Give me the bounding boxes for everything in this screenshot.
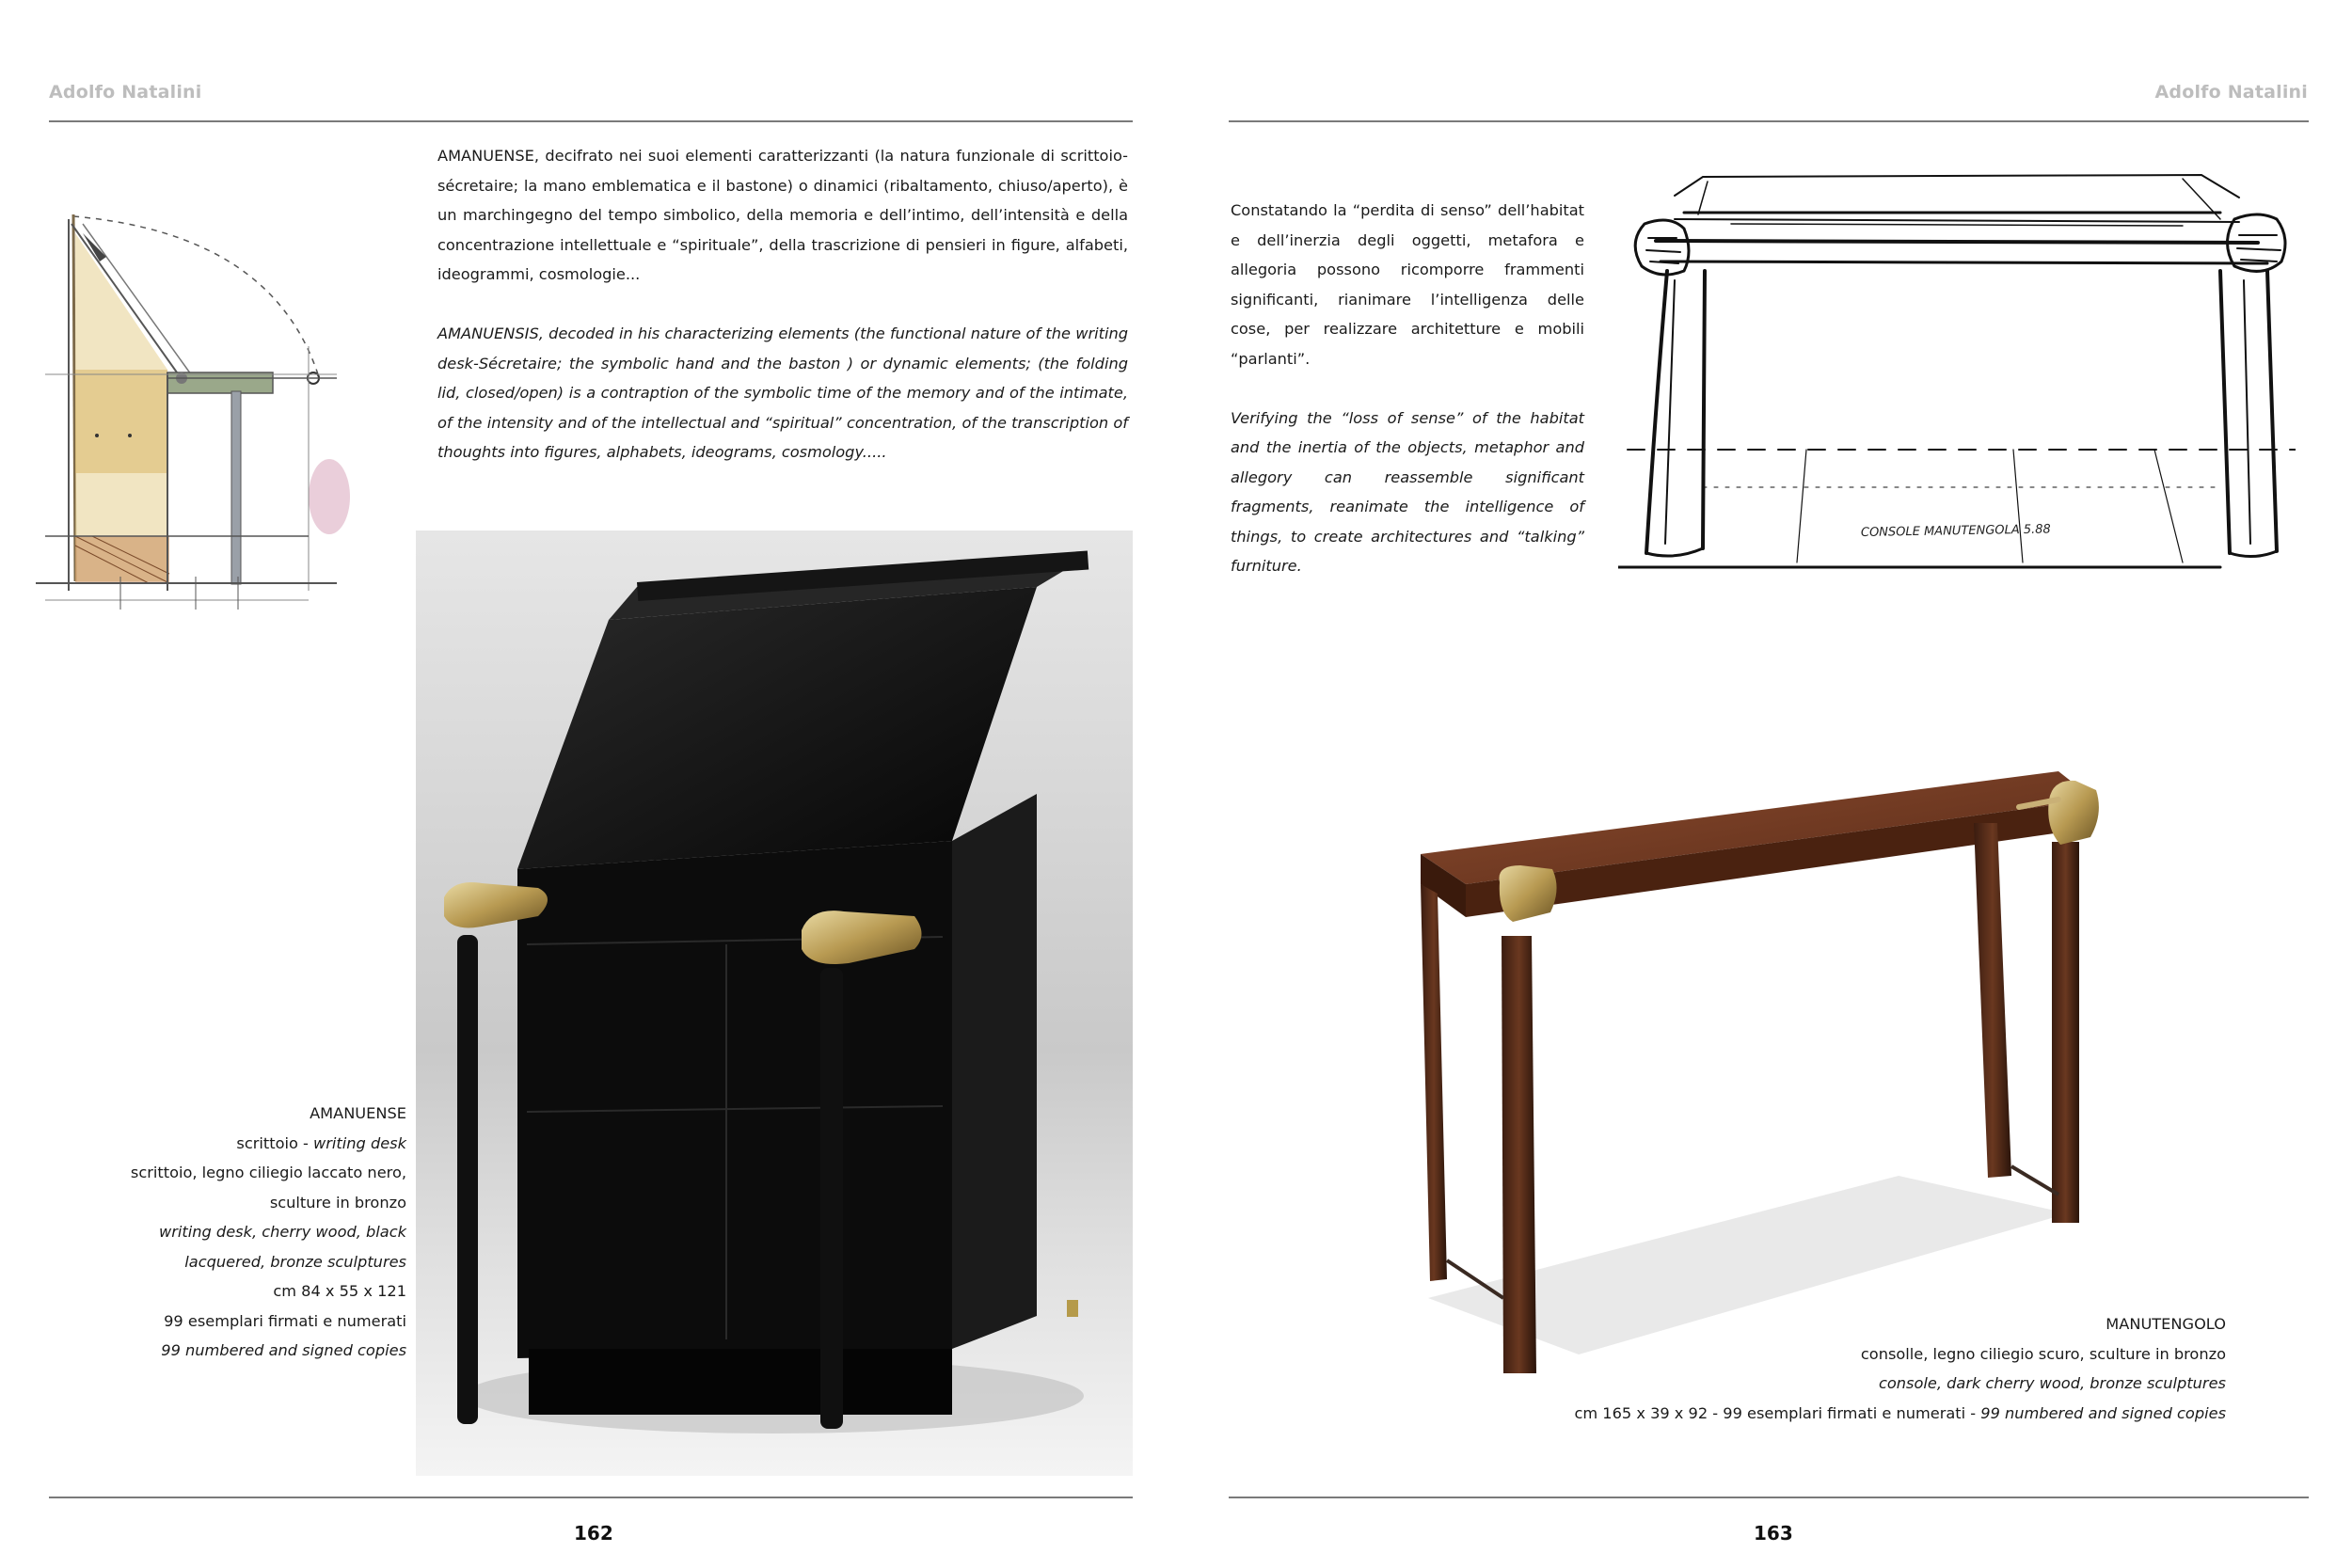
amanuense-intro-italian: AMANUENSE, decifrato nei suoi elementi caratterizzanti (la natura funzionale di scrittoio-sécretaire; la mano emblematica e il bastone) o dinamici (ribaltamento, chiuso/aperto), è un marchingegno del tempo simbolico, della memoria e dell’intimo, dell’intensità e della concentrazione intellettuale e “spirituale”, della trascrizione di pensieri in figure, alfabeti, ideogrammi, cosmologie... [437,147,1128,283]
caption-details-italian: cm 165 x 39 x 92 - 99 esemplari firmati e numerati - [1574,1403,1981,1422]
amanuense-intro-english: AMANUENSIS, decoded in his characterizing elements (the functional nature of the writing desk-Sécretaire; the symbolic hand and the baston ) or dynamic elements; (the folding lid, closed/open) is a contraption of the symbolic time of the memory and of the intimate, of the intensity and of the intellectual and “spiritual” concentration, of the transcription of thoughts into figures, alphabets, ideograms, cosmology..... [437,325,1128,461]
manutengolo-photo [1409,771,2106,1373]
caption-edition-english: 99 numbered and signed copies [161,1341,406,1359]
left-top-rule [49,120,1133,122]
caption-type-italian: scrittoio - [236,1133,314,1152]
right-page-number: 163 [1754,1522,1793,1544]
caption-material-italian: consolle, legno ciliegio scuro, sculture in bronzo [1860,1344,2226,1363]
amanuense-sketch [26,205,358,628]
amanuense-photo [416,531,1133,1476]
amanuense-intro [437,141,1128,467]
manutengolo-intro [1231,196,1584,581]
left-page-number: 162 [574,1522,613,1544]
caption-dimensions: cm 84 x 55 x 121 [273,1282,406,1300]
right-running-header: Adolfo Natalini [2154,82,2308,103]
manutengolo-intro-italian: Constatando la “perdita di senso” dell’habitat e dell’inerzia degli oggetti, metafora e allegoria possono ricomporre frammenti significanti, rianimare l’intelligenza delle cose, per realizzare architetture e mobili “parlanti”. [1231,201,1584,368]
caption-title: AMANUENSE [310,1104,406,1122]
manutengolo-sketch [1618,167,2296,574]
caption-material-english: console, dark cherry wood, bronze sculptures [1878,1374,2226,1392]
sketch-label: CONSOLE MANUTENGOLA 5.88 [1860,522,2051,540]
caption-edition-italian: 99 esemplari firmati e numerati [164,1311,406,1330]
right-top-rule [1229,120,2309,122]
caption-material-italian: scrittoio, legno ciliegio laccato nero, sculture in bronzo [130,1164,406,1212]
caption-type [56,1129,406,1159]
caption-details [1379,1399,2226,1429]
caption-title: MANUTENGOLO [2106,1315,2226,1333]
manutengolo-caption [1379,1309,2226,1428]
manutengolo-intro-english: Verifying the “loss of sense” of the habitat and the inertia of the objects, metaphor and allegory can reassemble significant fragments, reanimate the intelligence of things, to create architectures and “talking” furniture. [1231,408,1584,575]
left-running-header: Adolfo Natalini [49,82,202,103]
caption-details-english: 99 numbered and signed copies [1980,1403,2226,1422]
amanuense-caption [56,1099,406,1366]
caption-type-english: writing desk [313,1133,406,1152]
caption-material-english: writing desk, cherry wood, black lacquered, bronze sculptures [159,1223,406,1271]
left-bottom-rule [49,1497,1133,1498]
right-bottom-rule [1229,1497,2309,1498]
